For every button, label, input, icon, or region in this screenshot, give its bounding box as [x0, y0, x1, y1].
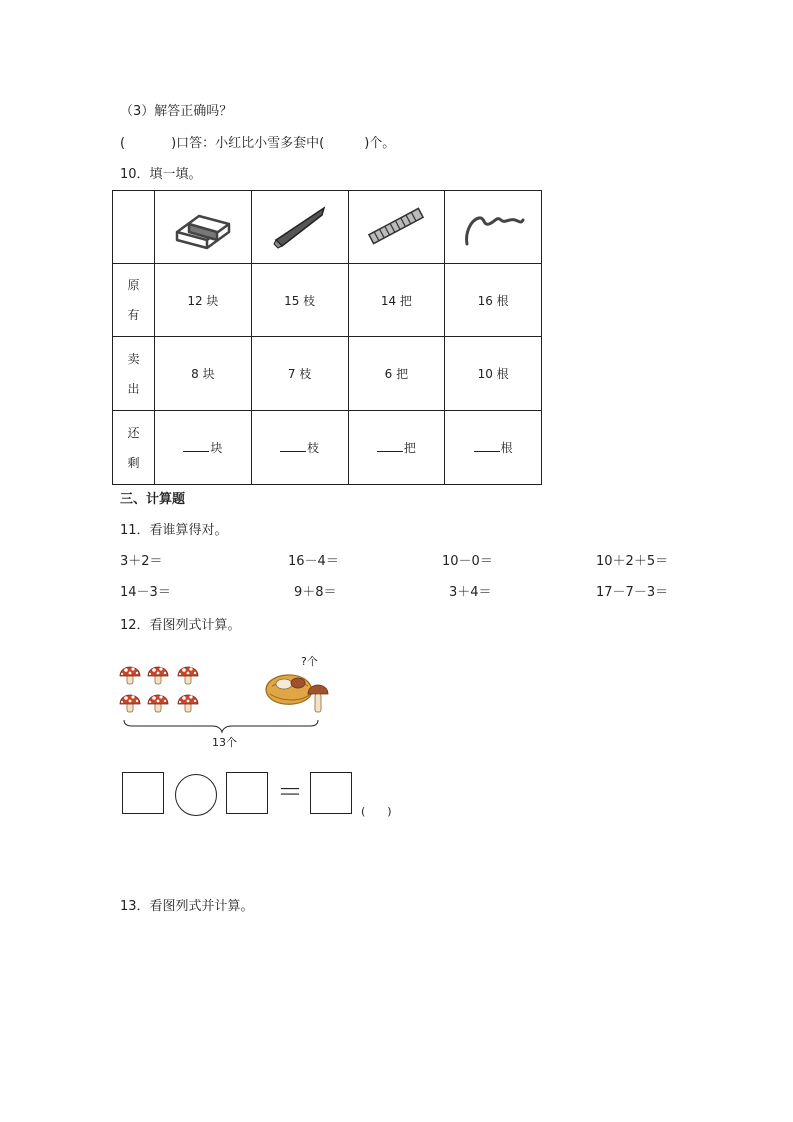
answer-text: )口答：小红比小雪多套中( — [171, 136, 325, 151]
table-cell: 8 块 — [155, 337, 252, 411]
basket-icon — [266, 675, 328, 712]
row-label-cell — [113, 264, 155, 337]
row-label-cell — [113, 337, 155, 411]
ruler-icon — [364, 202, 428, 250]
total-brace — [124, 720, 318, 732]
table-cell: 7 枝 — [251, 337, 348, 411]
answer-blank[interactable] — [377, 439, 403, 452]
table-row — [113, 337, 542, 411]
paren-open: ( — [120, 136, 126, 151]
mushroom — [148, 667, 168, 684]
table-row — [113, 411, 542, 485]
row-label: 原有 — [127, 278, 140, 322]
pencil-icon — [268, 202, 332, 250]
answer-box-2[interactable] — [226, 772, 268, 814]
row-label: 还剩 — [127, 425, 140, 470]
answer-cell — [251, 411, 348, 485]
table-cell: 14 把 — [348, 264, 445, 337]
unit-label: 把 — [403, 441, 416, 455]
table-cell: 12 块 — [155, 264, 252, 337]
answer-box-1[interactable] — [122, 772, 164, 814]
expr: 17－7－3＝ — [596, 585, 669, 600]
mushroom — [178, 695, 198, 712]
answer-cell — [348, 411, 445, 485]
expr: 16－4＝ — [288, 554, 339, 569]
q13-title: 13．看图列式并计算。 — [120, 899, 254, 914]
q9-sub3: （3）解答正确吗？ — [120, 104, 233, 119]
table-cell: 15 枝 — [251, 264, 348, 337]
total-label: 13个 — [212, 736, 237, 749]
row-label-cell — [113, 411, 155, 485]
q9-answer-line — [120, 136, 395, 152]
section-title: 三、计算题 — [120, 492, 186, 507]
answer-blank[interactable] — [183, 439, 209, 452]
q10-title: 10．填一填。 — [120, 167, 202, 182]
answer-blank[interactable] — [280, 439, 306, 452]
header-eraser — [155, 191, 252, 264]
expr: 10＋2＋5＝ — [596, 554, 669, 569]
answer-box-3[interactable] — [310, 772, 352, 814]
eraser-icon — [171, 202, 235, 250]
expr: 14－3＝ — [120, 585, 171, 600]
expr: 9＋8＝ — [294, 585, 337, 600]
unit-label: 枝 — [307, 441, 320, 455]
table-cell: 6 把 — [348, 337, 445, 411]
header-rope — [445, 191, 542, 264]
corner-cell — [113, 191, 155, 264]
expr: 3＋4＝ — [449, 585, 492, 600]
unit-label: 根 — [500, 441, 513, 455]
answer-tail: )个。 — [364, 136, 396, 151]
row-label: 卖出 — [127, 351, 140, 396]
fill-table — [112, 190, 542, 485]
expr: 3＋2＝ — [120, 554, 163, 569]
unit-paren: ( ) — [361, 805, 392, 818]
header-pencil — [251, 191, 348, 264]
answer-cell — [445, 411, 542, 485]
q12-title: 12．看图列式计算。 — [120, 618, 241, 633]
table-cell: 16 根 — [445, 264, 542, 337]
table-header-row — [113, 191, 542, 264]
mushroom — [178, 667, 198, 684]
mushroom — [148, 695, 168, 712]
operator-circle[interactable] — [175, 774, 217, 816]
header-ruler — [348, 191, 445, 264]
answer-blank[interactable] — [474, 439, 500, 452]
q11-title: 11．看谁算得对。 — [120, 523, 228, 538]
expr: 10－0＝ — [442, 554, 493, 569]
equals-sign: ＝ — [277, 778, 304, 808]
answer-cell — [155, 411, 252, 485]
mushroom — [120, 667, 140, 684]
rope-icon — [457, 202, 529, 250]
unit-label: 块 — [210, 441, 223, 455]
unknown-label: ?个 — [301, 655, 318, 668]
table-row — [113, 264, 542, 337]
mushroom — [120, 695, 140, 712]
table-cell: 10 根 — [445, 337, 542, 411]
